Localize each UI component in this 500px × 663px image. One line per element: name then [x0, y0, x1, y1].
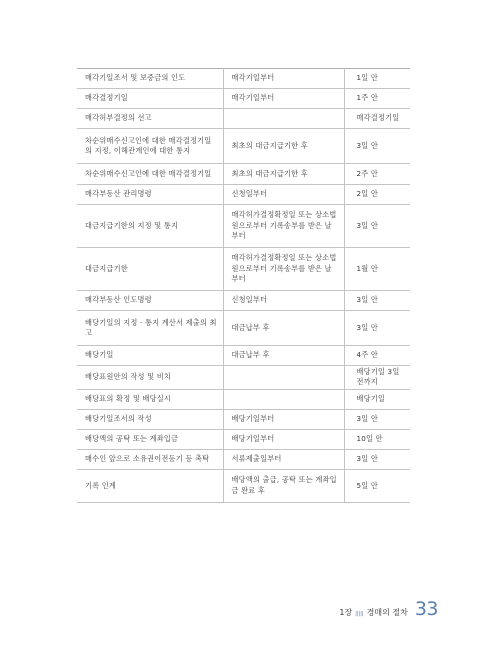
procedure-item-cell: 차순위매수신고인에 대한 매각결정기일의 지정, 이해관계인에 대한 통지 — [77, 129, 223, 164]
base-date-cell: 배당기일부터 — [223, 429, 344, 449]
procedure-item-cell: 매각부동산 관리명령 — [77, 185, 223, 205]
procedure-item-cell: 배당표원안의 작성 및 비치 — [77, 366, 223, 390]
procedure-item-cell: 차순위매수신고인에 대한 매각결정기일 — [77, 164, 223, 185]
procedure-item-cell: 배당표의 확정 및 배당실시 — [77, 389, 223, 409]
table-row — [77, 429, 410, 449]
table-row — [77, 248, 410, 291]
period-cell: 배당기일 3일 전까지 — [344, 366, 410, 390]
base-date-cell: 매각기일부터 — [223, 69, 344, 89]
period-cell: 2일 안 — [344, 185, 410, 205]
base-date-cell: 최초의 대금지급기한 후 — [223, 164, 344, 185]
table-row — [77, 89, 410, 109]
period-cell: 10일 안 — [344, 429, 410, 449]
base-date-cell: 서류제출일부터 — [223, 449, 344, 469]
table-row — [77, 129, 410, 164]
table-row — [77, 346, 410, 366]
period-cell: 3일 안 — [344, 291, 410, 311]
period-cell: 1일 안 — [344, 69, 410, 89]
base-date-cell: 배당액의 출급, 공탁 또는 계좌입금 완료 후 — [223, 469, 344, 502]
procedure-item-cell: 대금지급기한 — [77, 248, 223, 291]
procedure-item-cell: 배당액의 공탁 또는 계좌입금 — [77, 429, 223, 449]
procedure-item-cell: 배당기일의 지정 · 통지 계산서 제출의 최고 — [77, 311, 223, 346]
procedure-item-cell: 매각허부결정의 선고 — [77, 109, 223, 129]
base-date-cell — [223, 389, 344, 409]
procedure-item-cell: 기록 인계 — [77, 469, 223, 502]
procedure-item-cell: 매수인 앞으로 소유권이전등기 등 촉탁 — [77, 449, 223, 469]
base-date-cell: 배당기일부터 — [223, 409, 344, 429]
base-date-cell: 매각허가결정확정일 또는 상소법원으로부터 기록송부를 받은 날부터 — [223, 248, 344, 291]
period-cell: 3일 안 — [344, 449, 410, 469]
base-date-cell: 대금납부 후 — [223, 346, 344, 366]
table-row — [77, 164, 410, 185]
procedure-item-cell: 배당기일 — [77, 346, 223, 366]
footer-chapter: 1장 — [339, 608, 353, 617]
base-date-cell: 매각허가결정확정일 또는 상소법원으로부터 기록송부를 받은 날부터 — [223, 205, 344, 248]
table-row — [77, 449, 410, 469]
period-cell: 1월 안 — [344, 248, 410, 291]
procedure-item-cell: 매각부동산 인도명령 — [77, 291, 223, 311]
footer-separator: ||||| — [355, 611, 364, 617]
footer-chapter-title: 경매의 절차 — [366, 608, 408, 617]
table-row — [77, 205, 410, 248]
base-date-cell — [223, 366, 344, 390]
procedure-deadline-table — [77, 68, 410, 503]
table-row — [77, 185, 410, 205]
page-number: 33 — [414, 598, 438, 620]
procedure-item-cell: 대금지급기한의 지정 및 통지 — [77, 205, 223, 248]
period-cell: 매각결정기일 — [344, 109, 410, 129]
base-date-cell: 신청일부터 — [223, 291, 344, 311]
period-cell: 3일 안 — [344, 129, 410, 164]
base-date-cell: 신청일부터 — [223, 185, 344, 205]
period-cell: 3일 안 — [344, 205, 410, 248]
procedure-item-cell: 매각결정기일 — [77, 89, 223, 109]
period-cell: 2주 안 — [344, 164, 410, 185]
period-cell: 1주 안 — [344, 89, 410, 109]
procedure-item-cell: 배당기일조서의 작성 — [77, 409, 223, 429]
base-date-cell: 대금납부 후 — [223, 311, 344, 346]
procedure-item-cell: 매각기일조서 및 보증금의 인도 — [77, 69, 223, 89]
table-row — [77, 366, 410, 390]
table-row — [77, 291, 410, 311]
period-cell: 4주 안 — [344, 346, 410, 366]
table-row — [77, 389, 410, 409]
base-date-cell: 매각기일부터 — [223, 89, 344, 109]
period-cell: 배당기일 — [344, 389, 410, 409]
period-cell: 3일 안 — [344, 311, 410, 346]
period-cell: 3일 안 — [344, 409, 410, 429]
base-date-cell — [223, 109, 344, 129]
base-date-cell: 최초의 대금지급기한 후 — [223, 129, 344, 164]
table-row — [77, 469, 410, 502]
table-row — [77, 311, 410, 346]
table-row — [77, 409, 410, 429]
table-row — [77, 69, 410, 89]
page-footer — [339, 598, 438, 620]
table-row — [77, 109, 410, 129]
period-cell: 5일 안 — [344, 469, 410, 502]
